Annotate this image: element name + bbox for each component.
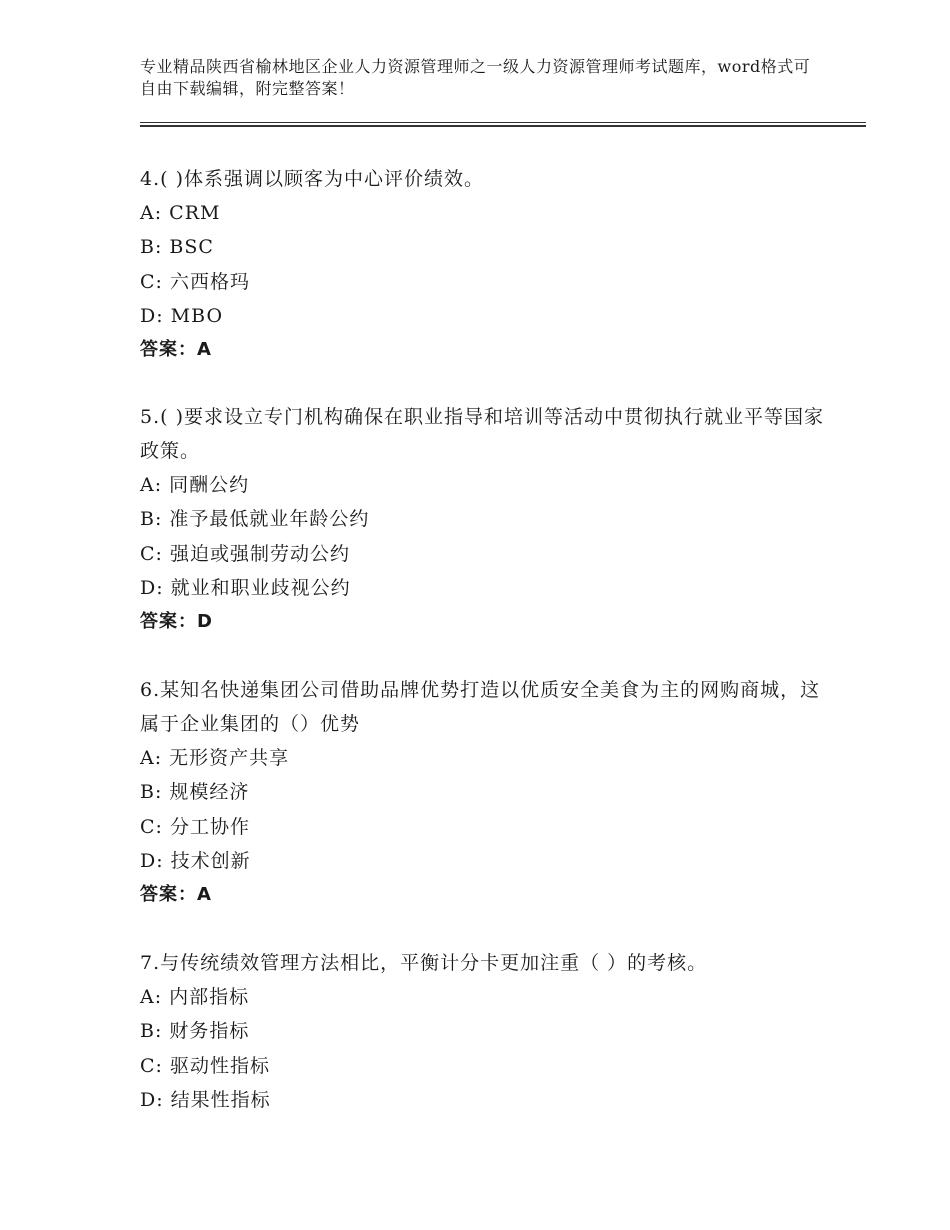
answer-label: 答案：A xyxy=(140,884,212,906)
option-a: A: 同酬公约 xyxy=(140,474,250,496)
question-5 xyxy=(140,400,840,639)
option-c: C: 分工协作 xyxy=(140,815,250,838)
option-c: C: 驱动性指标 xyxy=(140,1054,270,1077)
option-c: C: 强迫或强制劳动公约 xyxy=(140,542,350,565)
option-d: D: 结果性指标 xyxy=(140,1088,271,1111)
option-b: B: BSC xyxy=(140,236,214,259)
option-d: D: 就业和职业歧视公约 xyxy=(140,576,351,599)
option-b: B: 准予最低就业年龄公约 xyxy=(140,508,370,531)
page-header: 专业精品陕西省榆林地区企业人力资源管理师之一级人力资源管理师考试题库，word格式可自由下载编辑，附完整答案！ xyxy=(140,57,811,98)
option-a: A: 无形资产共享 xyxy=(140,747,290,769)
answer-label: 答案：A xyxy=(140,339,212,361)
option-b: B: 规模经济 xyxy=(140,781,250,804)
option-a: A: CRM xyxy=(140,202,221,224)
question-stem: 6.某知名快递集团公司借助品牌优势打造以优质安全美食为主的网购商城，这属于企业集团的（）优势 xyxy=(140,679,821,735)
question-stem: 7.与传统绩效管理方法相比，平衡计分卡更加注重（ ）的考核。 xyxy=(140,952,708,974)
answer-label: 答案：D xyxy=(140,611,213,633)
option-a: A: 内部指标 xyxy=(140,986,250,1008)
option-d: D: 技术创新 xyxy=(140,849,251,872)
question-4 xyxy=(140,162,840,367)
question-6 xyxy=(140,673,840,912)
option-d: D: MBO xyxy=(140,304,224,327)
question-stem: 5.( )要求设立专门机构确保在职业指导和培训等活动中贯彻执行就业平等国家 政策。 xyxy=(140,406,824,462)
question-7 xyxy=(140,946,840,1117)
header-divider xyxy=(140,122,866,127)
option-b: B: 财务指标 xyxy=(140,1020,250,1043)
question-stem: 4.( )体系强调以顾客为中心评价绩效。 xyxy=(140,168,484,190)
option-c: C: 六西格玛 xyxy=(140,270,250,293)
